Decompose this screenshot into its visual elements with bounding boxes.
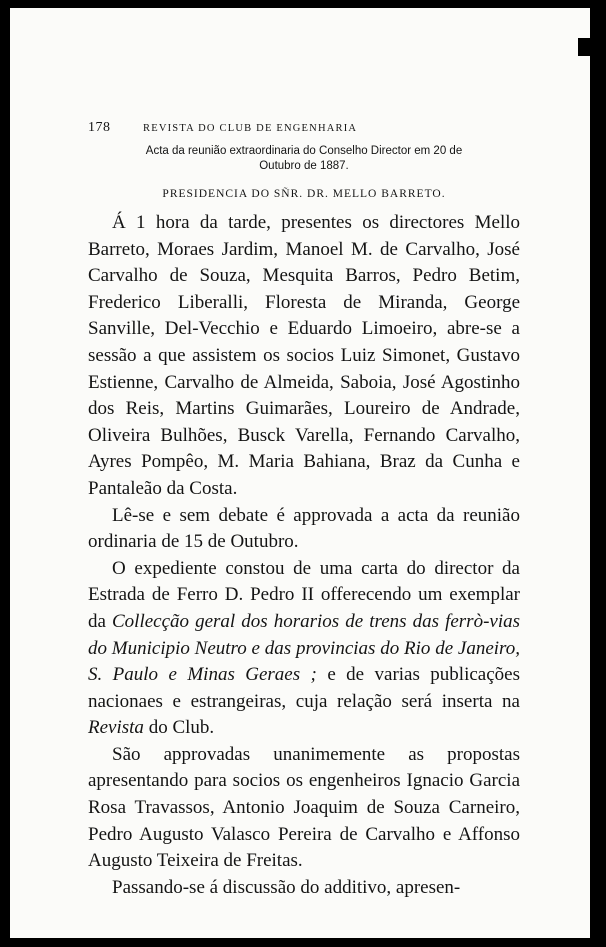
- paragraph-proposals: São approvadas unanimemente as propostas apresentando para socios os engenheiros Ignacio Garcia Rosa Travassos, Antonio Joaquim de Souza Carneiro, Pedro Augusto Valasco Pereira de Carvalho e Affonso Augusto Teixeira de Freitas.: [88, 743, 520, 872]
- correspondence-text-3: do Club.: [143, 717, 215, 739]
- correspondence-text-2: e de varias publicações nacionaes e estrangeiras, cuja relação será inserta na: [88, 664, 520, 712]
- paragraph-correspondence: [88, 556, 520, 742]
- page-number: 178: [88, 120, 111, 135]
- scan-edge-mark: [578, 38, 590, 56]
- minutes-title-line-1: Acta da reunião extraordinaria do Conselho Director em 20 de: [145, 145, 463, 157]
- paragraph-minutes-approval: Lê-se e sem debate é approvada a acta da reunião ordinaria de 15 de Outubro.: [88, 504, 520, 553]
- correspondence-text-1: O expediente constou de uma carta do director da Estrada de Ferro D. Pedro II offerecendo um exemplar da: [88, 557, 520, 632]
- presidency-line: PRESIDENCIA DO SÑR. DR. MELLO BARRETO.: [162, 188, 446, 200]
- page-content: [88, 120, 520, 901]
- minutes-title: [88, 144, 520, 174]
- paragraph-attendance: Á 1 hora da tarde, presentes os directores Mello Barreto, Moraes Jardim, Manoel M. de Carvalho, José Carvalho de Souza, Mesquita Barros, Pedro Betim, Frederico Liberalli, Floresta de Miranda, George Sanville, Del-Vecchio e Eduardo Limoeiro, abre-se a sessão a que assistem os socios Luiz Simonet, Gustavo Estienne, Carvalho de Almeida, Saboia, José Agostinho dos Reis, Martins Guimarães, Loureiro de Andrade, Oliveira Bulhões, Busck Varella, Fernando Carvalho, Ayres Pompêo, M. Maria Bahiana, Braz da Cunha e Pantaleão da Costa.: [88, 212, 520, 499]
- scanned-page: [10, 8, 590, 938]
- minutes-title-line-2: Outubro de 1887.: [259, 160, 349, 172]
- running-head: [88, 120, 520, 136]
- running-title: REVISTA DO CLUB DE ENGENHARIA: [143, 123, 358, 134]
- correspondence-revista: Revista: [88, 717, 144, 739]
- correspondence-book-title: Collecção geral dos horarios de trens das ferrò-vias do Municipio Neutro e das provincias do Rio de Janeiro, S. Paulo e Minas Geraes ;: [88, 610, 520, 686]
- paragraph-additive-discussion: Passando-se á discussão do additivo, apresen-: [112, 876, 461, 898]
